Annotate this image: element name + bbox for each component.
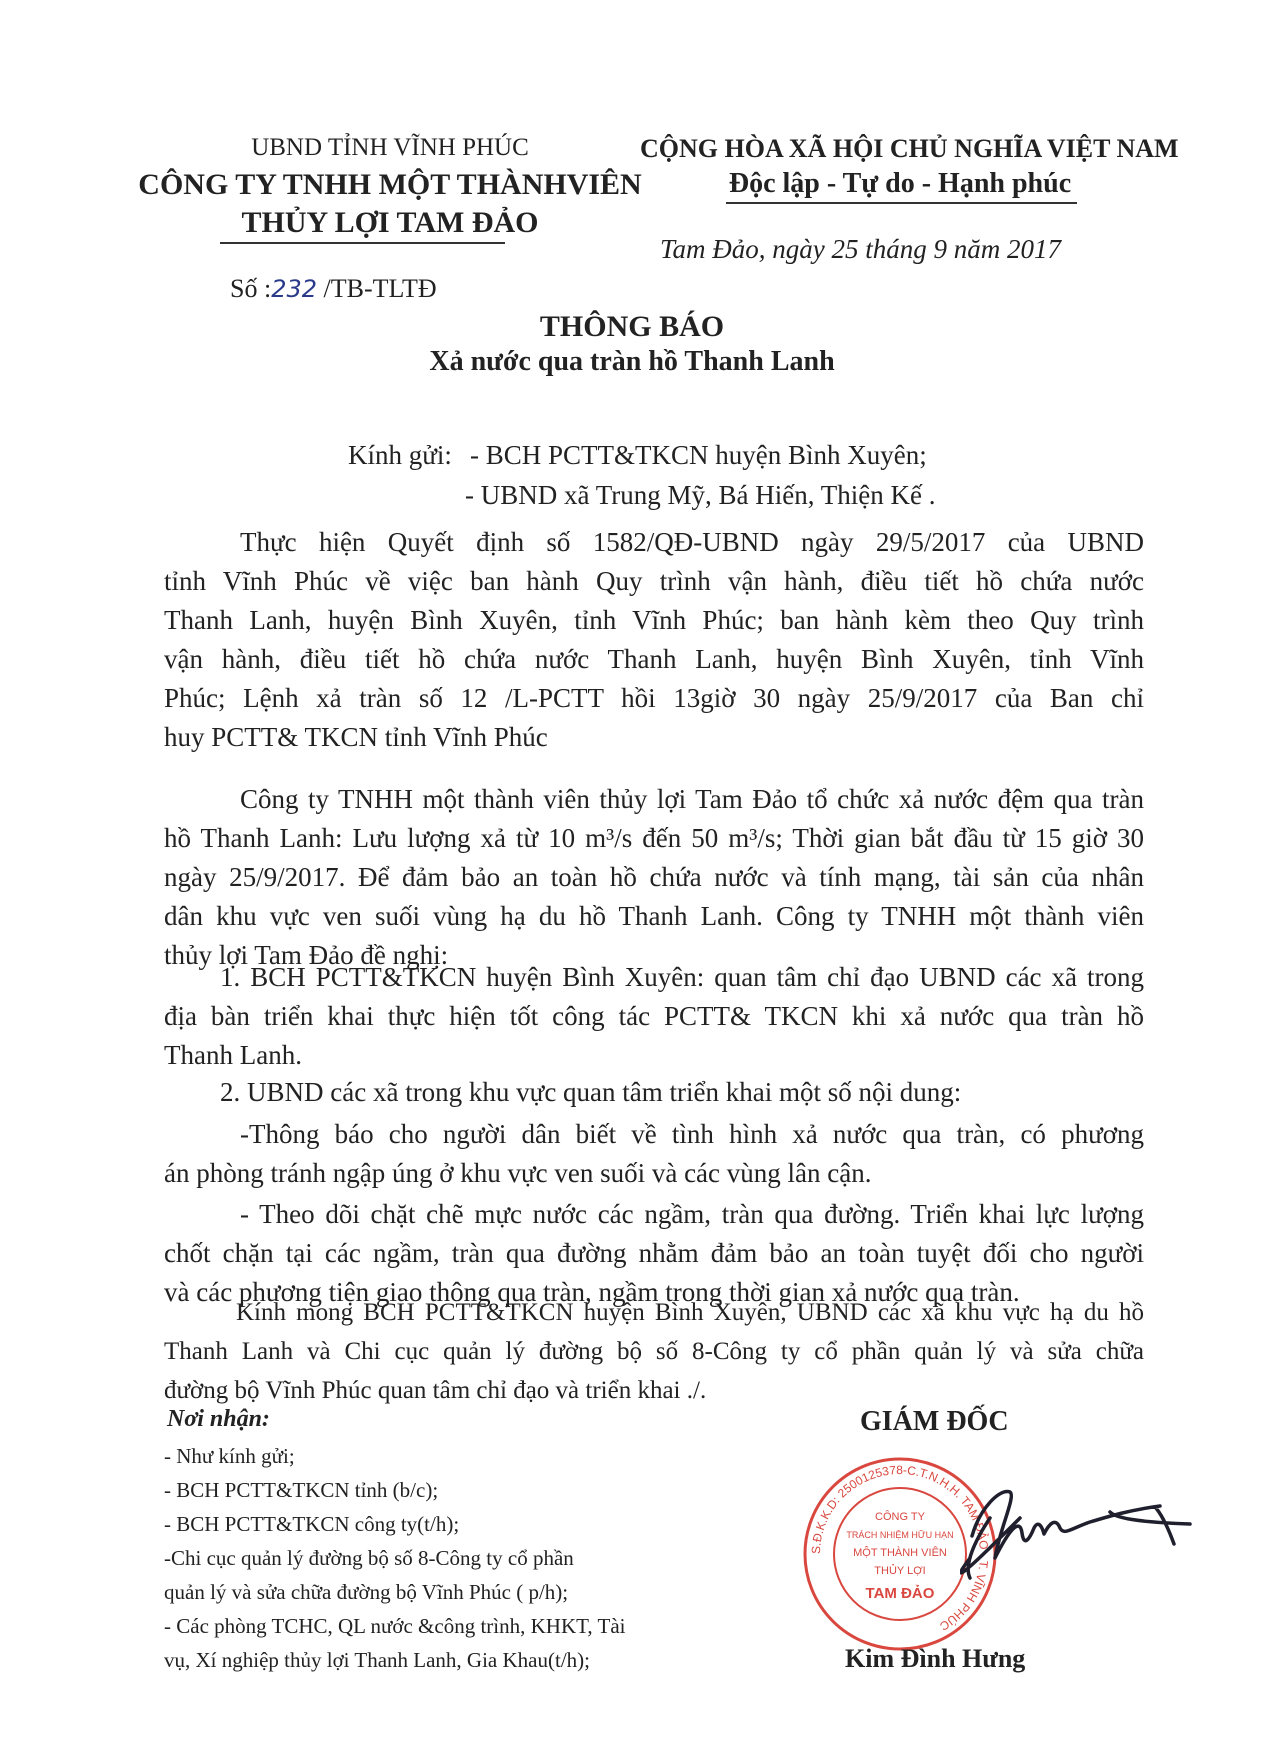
text-line: Kính mong BCH PCTT&TKCN huyện Bình Xuyên, UBND các xã khu vực hạ du hồ — [236, 1299, 1144, 1326]
org-underline — [220, 242, 505, 244]
org-parent-name: UBND TỈNH VĨNH PHÚC — [251, 134, 529, 161]
seal-text-line: MỘT THÀNH VIÊN — [853, 1547, 947, 1559]
handwritten-signature-icon — [960, 1478, 1200, 1588]
signature-stroke — [961, 1491, 1190, 1578]
text-line: Thanh Lanh, huyện Bình Xuyên, tỉnh Vĩnh Phúc; ban hành kèm theo Quy trình — [164, 605, 1144, 635]
body-paragraph — [164, 780, 1144, 975]
text-line: chốt chặn tại các ngầm, tràn qua đường nhằm đảm bảo an toàn tuyệt đối cho người — [164, 1238, 1144, 1268]
seal-text-line: TRÁCH NHIỆM HỮU HẠN — [846, 1530, 954, 1540]
body-paragraph — [164, 1293, 1144, 1410]
text-line: - Theo dõi chặt chẽ mực nước các ngầm, tràn qua đường. Triển khai lực lượng — [240, 1199, 1144, 1229]
text-line: Thanh Lanh và Chi cục quản lý đường bộ số 8-Công ty cổ phần quản lý và sửa chữa — [164, 1338, 1144, 1365]
org-name-line2: THỦY LỢI TAM ĐẢO — [241, 206, 539, 239]
text-line: ngày 25/9/2017. Để đảm bảo an toàn hồ chứa nước và tính mạng, tài sản của nhân — [164, 862, 1144, 892]
seal-outer-text: S.Đ.K.K.D: 2500125378-C.T.N.H.H. TAM ĐẢO - T. VĨNH PHÚC — [808, 1462, 992, 1634]
body-paragraph: 2. UBND các xã trong khu vực quan tâm triển khai một số nội dung: — [220, 1077, 962, 1107]
text-line: án phòng tránh ngập úng ở khu vực ven suối và các vùng lân cận. — [164, 1158, 872, 1188]
body-paragraph — [164, 958, 1144, 1075]
text-line: Công ty TNHH một thành viên thủy lợi Tam Đảo tổ chức xả nước đệm qua tràn — [240, 784, 1144, 814]
seal-text-line: TAM ĐẢO — [865, 1585, 935, 1602]
receiver-item: - BCH PCTT&TKCN tỉnh (b/c); — [164, 1478, 439, 1502]
text-line: 1. BCH PCTT&TKCN huyện Bình Xuyên: quan tâm chỉ đạo UBND các xã trong — [220, 962, 1144, 992]
number-suffix: /TB-TLTĐ — [317, 274, 437, 303]
text-line: Thực hiện Quyết định số 1582/QĐ-UBND ngày 29/5/2017 của UBND — [240, 527, 1144, 557]
signer-name: Kim Đình Hưng — [845, 1644, 1026, 1673]
nation-motto: Độc lập - Tự do - Hạnh phúc — [728, 168, 1072, 199]
receivers-title: Nơi nhận: — [167, 1406, 270, 1432]
motto-underline — [726, 202, 1077, 204]
signer-position: GIÁM ĐỐC — [860, 1406, 1009, 1437]
document-title: THÔNG BÁO — [539, 310, 725, 343]
text-line: địa bàn triển khai thực hiện tốt công tác PCTT& TKCN khi xả nước qua tràn hồ — [164, 1001, 1144, 1031]
text-line: đường bộ Vĩnh Phúc quan tâm chỉ đạo và triển khai ./. — [164, 1377, 707, 1404]
recipient-line: - UBND xã Trung Mỹ, Bá Hiến, Thiện Kế . — [465, 480, 936, 510]
text-line: thủy lợi Tam Đảo đề nghị: — [164, 940, 449, 970]
body-paragraph — [164, 523, 1144, 757]
receiver-item: - Như kính gửi; — [164, 1444, 295, 1468]
seal-text-line: THỦY LỢI — [874, 1565, 926, 1577]
text-line: hồ Thanh Lanh: Lưu lượng xả từ 10 m³/s đến 50 m³/s; Thời gian bắt đầu từ 15 giờ 30 — [164, 823, 1144, 853]
text-line: Thanh Lanh. — [164, 1040, 302, 1070]
receiver-item: - BCH PCTT&TKCN công ty(t/h); — [164, 1512, 460, 1536]
number-prefix: Số : — [230, 274, 272, 303]
nation-name: CỘNG HÒA XÃ HỘI CHỦ NGHĨA VIỆT NAM — [640, 134, 1179, 163]
number-value: 232 — [271, 275, 317, 303]
receiver-item: - Các phòng TCHC, QL nước &công trình, KHKT, Tài — [164, 1614, 626, 1638]
text-line: Phúc; Lệnh xả tràn số 12 /L-PCTT hồi 13giờ 30 ngày 25/9/2017 của Ban chỉ — [164, 683, 1144, 713]
org-name-line1: CÔNG TY TNHH MỘT THÀNHVIÊN — [138, 168, 642, 201]
text-line: tỉnh Vĩnh Phúc về việc ban hành Quy trình vận hành, điều tiết hồ chứa nước — [164, 566, 1144, 596]
text-line: -Thông báo cho người dân biết về tình hình xả nước qua tràn, có phương — [240, 1119, 1144, 1149]
document-subtitle: Xả nước qua tràn hồ Thanh Lanh — [429, 346, 835, 377]
receiver-item: vụ, Xí nghiệp thủy lợi Thanh Lanh, Gia Khau(t/h); — [164, 1648, 590, 1672]
text-line: và các phương tiện giao thông qua tràn, ngầm trong thời gian xả nước qua tràn. — [164, 1277, 1020, 1307]
place-date: Tam Đảo, ngày 25 tháng 9 năm 2017 — [660, 234, 1062, 264]
receiver-item: quản lý và sửa chữa đường bộ Vĩnh Phúc ( p/h); — [164, 1580, 569, 1604]
seal-text-line: CÔNG TY — [875, 1511, 925, 1523]
receiver-item: -Chi cục quản lý đường bộ số 8-Công ty cổ phần — [164, 1546, 574, 1570]
text-line: vận hành, điều tiết hồ chứa nước Thanh Lanh, huyện Bình Xuyên, tỉnh Vĩnh — [164, 644, 1144, 674]
recipients-label: Kính gửi: — [348, 440, 452, 470]
text-line: dân khu vực ven suối vùng hạ du hồ Thanh Lanh. Công ty TNHH một thành viên — [164, 901, 1144, 931]
text-line: huy PCTT& TKCN tỉnh Vĩnh Phúc — [164, 722, 548, 752]
body-paragraph — [164, 1115, 1144, 1193]
document-number — [230, 274, 437, 304]
recipient-line: - BCH PCTT&TKCN huyện Bình Xuyên; — [470, 440, 927, 470]
